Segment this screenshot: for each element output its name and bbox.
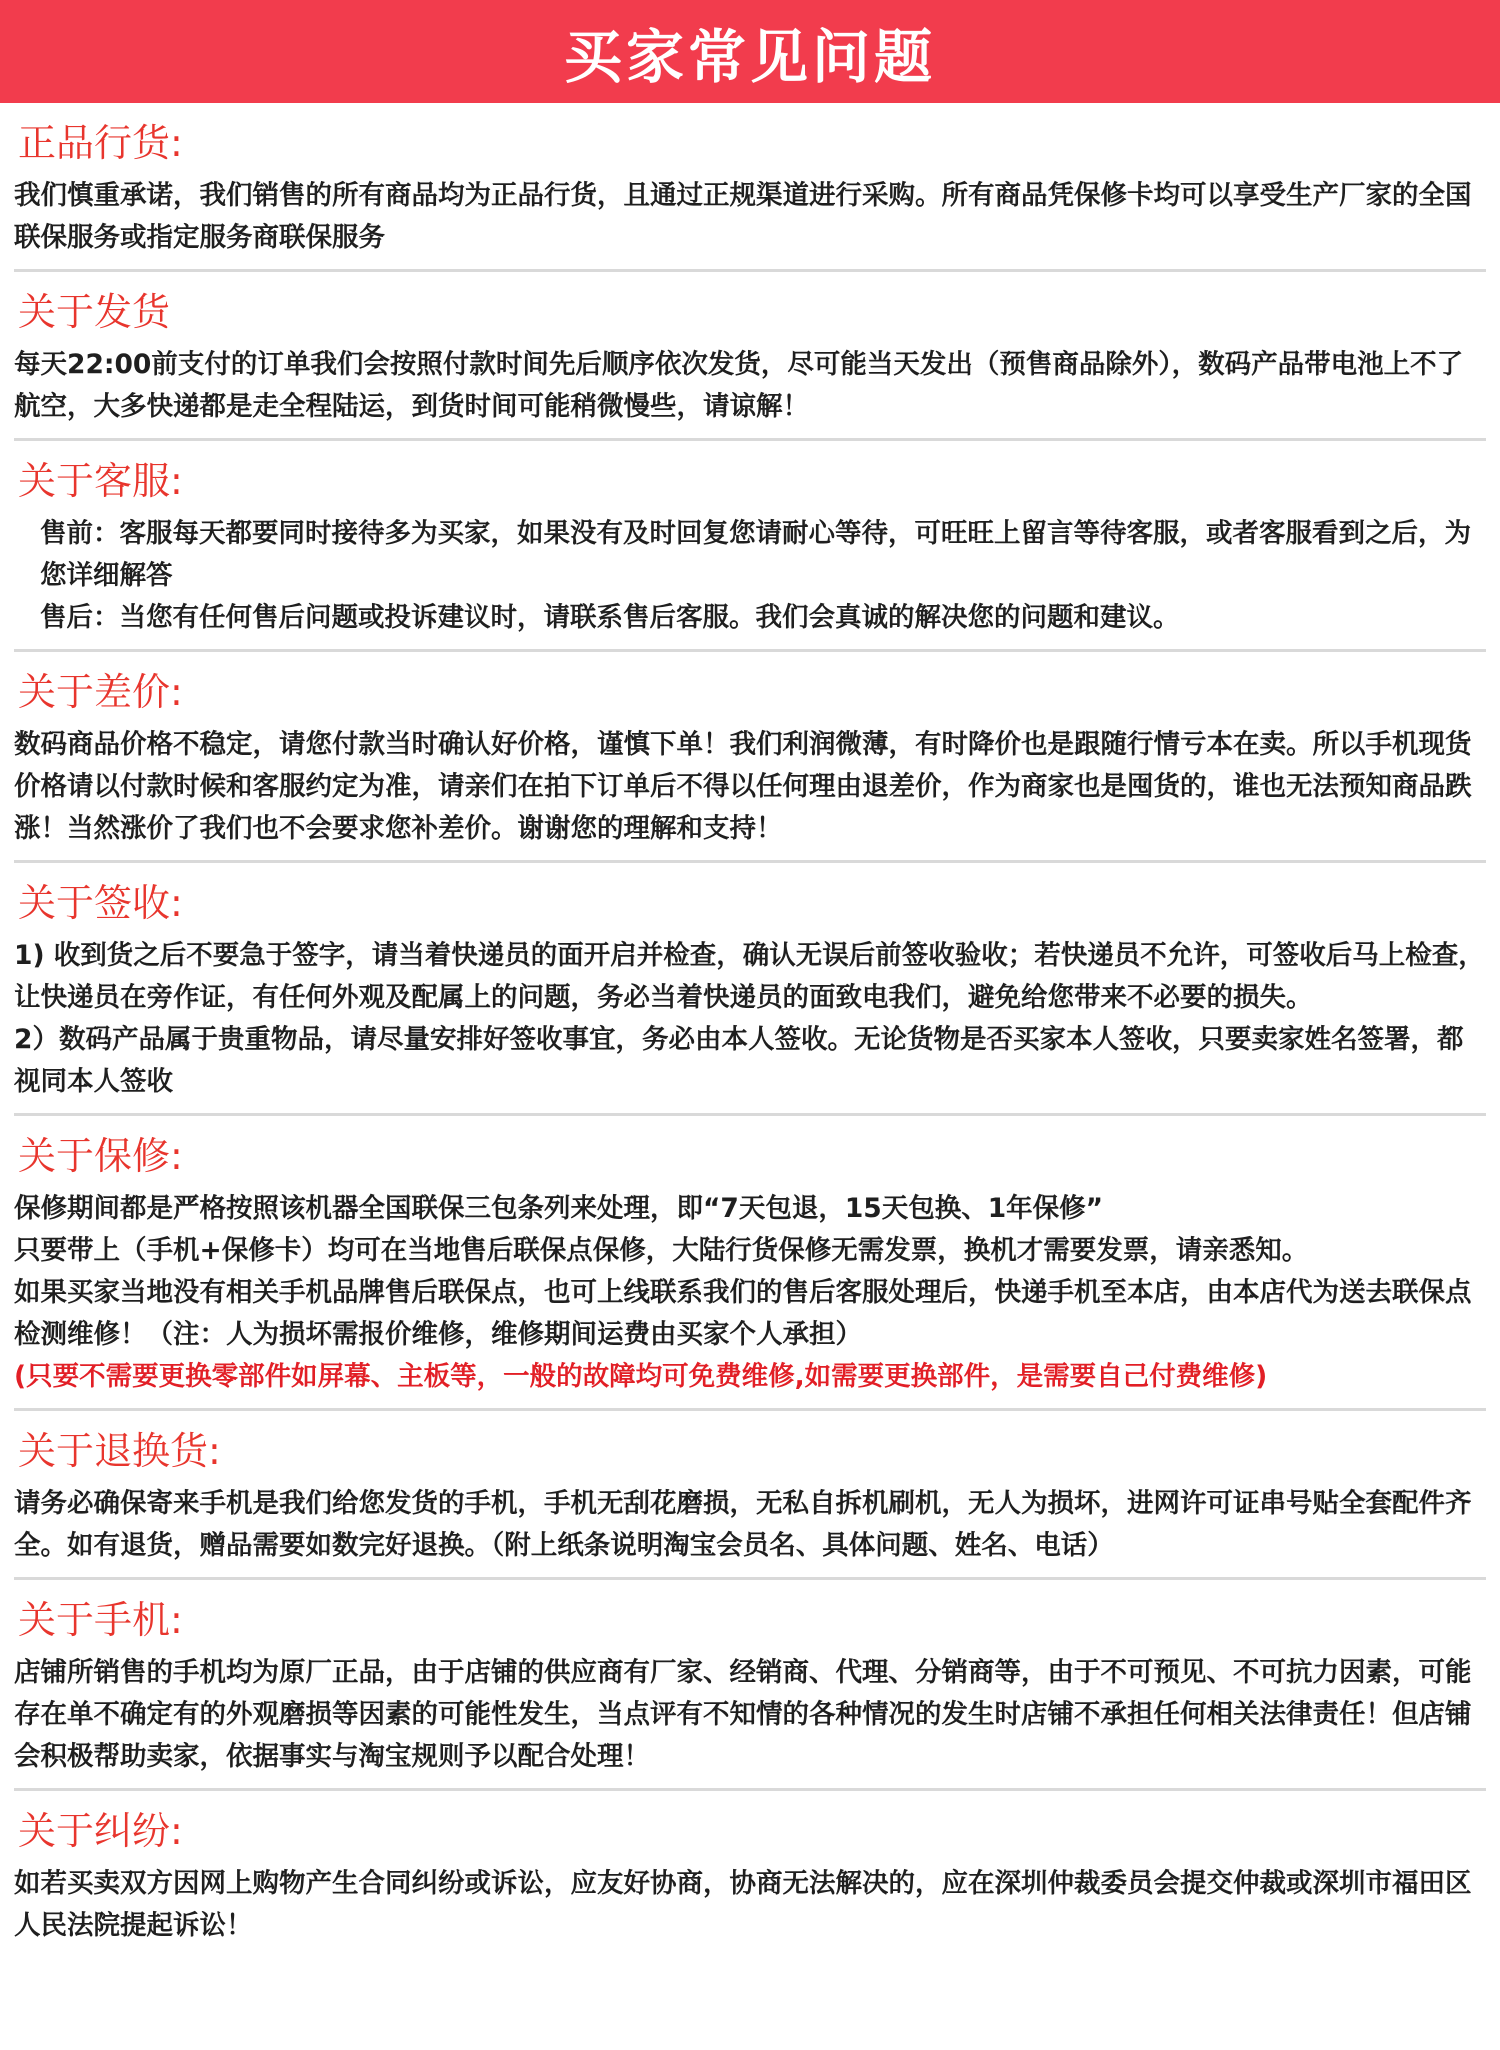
section-heading: 正品行货:	[18, 121, 183, 165]
section-heading: 关于差价:	[18, 670, 183, 714]
section-heading: 关于保修:	[18, 1134, 183, 1178]
warranty-warning-text: (只要不需要更换零部件如屏幕、主板等，一般的故障均可免费维修,如需要更换部件，是需要自己付费维修)	[14, 1361, 1268, 1392]
section-disputes	[14, 1791, 1486, 1957]
section-paragraph: 如果买家当地没有相关手机品牌售后联保点，也可上线联系我们的售后客服处理后，快递手机至本店，由本店代为送去联保点检测维修！（注：人为损坏需报价维修，维修期间运费由买家个人承担）	[14, 1277, 1472, 1350]
section-signing	[14, 863, 1486, 1116]
section-genuine	[14, 103, 1486, 272]
section-heading: 关于客服:	[18, 459, 183, 503]
section-heading: 关于签收:	[18, 881, 183, 925]
section-paragraph: 请务必确保寄来手机是我们给您发货的手机，手机无刮花磨损，无私自拆机刷机，无人为损坏，进网许可证串号贴全套配件齐全。如有退货，赠品需要如数完好退换。（附上纸条说明淘宝会员名、具体问题、姓名、电话）	[14, 1488, 1472, 1561]
page-title: 买家常见问题	[563, 22, 936, 91]
section-paragraph: 每天22:00前支付的订单我们会按照付款时间先后顺序依次发货，尽可能当天发出（预售商品除外），数码产品带电池上不了航空，大多快递都是走全程陆运，到货时间可能稍微慢些，请谅解！	[14, 349, 1464, 422]
section-paragraph: 如若买卖双方因网上购物产生合同纠纷或诉讼，应友好协商，协商无法解决的，应在深圳仲裁委员会提交仲裁或深圳市福田区人民法院提起诉讼！	[14, 1868, 1472, 1941]
section-paragraph: 售后：当您有任何售后问题或投诉建议时，请联系售后客服。我们会真诚的解决您的问题和建议。	[40, 602, 1180, 633]
section-price-difference	[14, 652, 1486, 863]
section-phones	[14, 1580, 1486, 1791]
section-returns	[14, 1411, 1486, 1580]
section-paragraph: 2）数码产品属于贵重物品，请尽量安排好签收事宜，务必由本人签收。无论货物是否买家本人签收，只要卖家姓名签署，都视同本人签收	[14, 1024, 1464, 1097]
section-shipping	[14, 272, 1486, 441]
section-paragraph: 我们慎重承诺，我们销售的所有商品均为正品行货，且通过正规渠道进行采购。所有商品凭保修卡均可以享受生产厂家的全国联保服务或指定服务商联保服务	[14, 180, 1472, 253]
section-paragraph: 店铺所销售的手机均为原厂正品，由于店铺的供应商有厂家、经销商、代理、分销商等，由于不可预见、不可抗力因素，可能存在单不确定有的外观磨损等因素的可能性发生，当点评有不知情的各种情况的发生时店铺不承担任何相关法律责任！但店铺会积极帮助卖家，依据事实与淘宝规则予以配合处理！	[14, 1657, 1472, 1772]
section-paragraph: 1) 收到货之后不要急于签字，请当着快递员的面开启并检查，确认无误后前签收验收；若快递员不允许，可签收后马上检查，让快递员在旁作证，有任何外观及配属上的问题，务必当着快递员的面致电我们，避免给您带来不必要的损失。	[14, 940, 1485, 1013]
section-heading: 关于退换货:	[18, 1429, 221, 1473]
section-heading: 关于发货	[18, 290, 171, 334]
section-warranty	[14, 1116, 1486, 1411]
section-heading: 关于纠纷:	[18, 1809, 183, 1853]
section-paragraph: 保修期间都是严格按照该机器全国联保三包条列来处理，即“7天包退，15天包换、1年保修”	[14, 1193, 1104, 1224]
section-paragraph: 只要带上（手机+保修卡）均可在当地售后联保点保修，大陆行货保修无需发票，换机才需要发票，请亲悉知。	[14, 1235, 1309, 1266]
section-paragraph: 售前：客服每天都要同时接待多为买家，如果没有及时回复您请耐心等待，可旺旺上留言等待客服，或者客服看到之后，为您详细解答	[40, 518, 1471, 591]
section-customer-service	[14, 441, 1486, 652]
header-banner	[0, 0, 1500, 103]
section-heading: 关于手机:	[18, 1598, 183, 1642]
section-paragraph: 数码商品价格不稳定，请您付款当时确认好价格，谨慎下单！我们利润微薄，有时降价也是跟随行情亏本在卖。所以手机现货价格请以付款时候和客服约定为准，请亲们在拍下订单后不得以任何理由退差价，作为商家也是囤货的，谁也无法预知商品跌涨！当然涨价了我们也不会要求您补差价。谢谢您的理解和支持！	[14, 729, 1472, 844]
faq-list	[0, 103, 1500, 1957]
